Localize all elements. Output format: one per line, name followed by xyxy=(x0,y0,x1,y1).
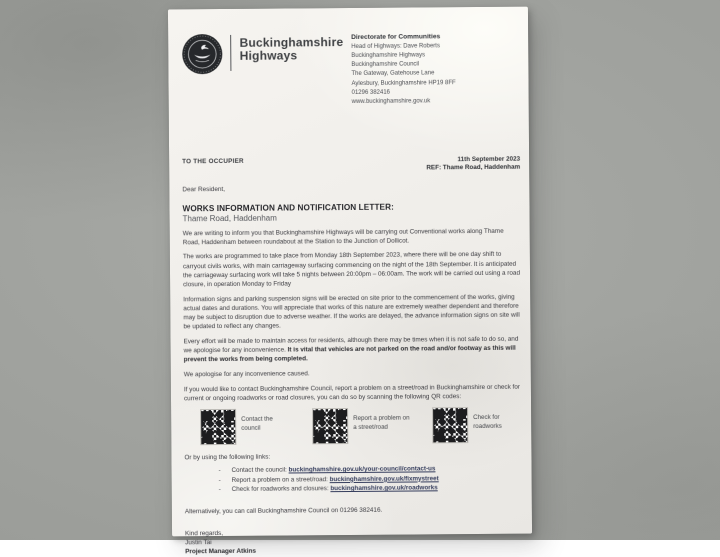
signoff-regards: Kind regards, xyxy=(185,529,224,538)
qr-group-roadworks xyxy=(433,408,521,443)
brand-line1: Buckinghamshire xyxy=(239,35,344,50)
letter-content xyxy=(181,31,523,557)
qr-label: Check for roadworks xyxy=(473,413,502,430)
qr-code-check-roadworks xyxy=(433,408,467,442)
buckinghamshire-council-seal-icon xyxy=(181,33,223,75)
paragraph-access-normal: Every effort will be made to maintain access for residents, although there may be times when it is not safe to do so, and we apologise for any inconvenience. xyxy=(183,335,519,355)
qr-group-contact xyxy=(201,410,293,445)
link-prefix: Report a problem on a street/road: xyxy=(231,475,328,484)
link-prefix: Contact the council: xyxy=(231,466,287,475)
links-intro: Or by using the following links: xyxy=(184,453,271,462)
link-url-fixmystreet: buckinghamshire.gov.uk/fixmystreet xyxy=(329,475,439,483)
address-line: Head of Highways: Dave Roberts xyxy=(351,42,440,50)
signoff-block xyxy=(185,526,523,556)
paragraph-apology: We apologise for any inconvenience caused. xyxy=(183,370,310,379)
qr-group-report xyxy=(313,409,413,444)
signoff-name: Justin Tai xyxy=(185,539,212,547)
subject-title: WORKS INFORMATION AND NOTIFICATION LETTER: xyxy=(182,202,394,213)
link-text xyxy=(232,483,438,494)
salutation: Dear Resident, xyxy=(182,185,226,193)
link-url-roadworks: buckinghamshire.gov.uk/roadworks xyxy=(330,484,438,493)
qr-code-report-problem xyxy=(313,409,347,443)
letter-page xyxy=(168,7,532,556)
sender-address-block xyxy=(351,33,520,108)
address-website: www.buckinghamshire.gov.uk xyxy=(351,98,431,106)
letter-header xyxy=(181,31,520,109)
qr-label: Report a problem on a street/road xyxy=(353,414,410,431)
address-line: Aylesbury, Buckinghamshire HP19 8FF xyxy=(351,79,456,87)
address-line: The Gateway, Gatehouse Lane xyxy=(351,70,435,78)
bullet-dash: - xyxy=(218,476,221,484)
letter-date: 11th September 2023 xyxy=(457,155,521,163)
alternative-contact-line: Alternatively, you can call Buckinghamshire Council on 01296 382416. xyxy=(184,506,383,515)
bullet-dash: - xyxy=(218,486,221,494)
qr-label: Contact the council xyxy=(241,415,273,432)
letter-reference: REF: Thame Road, Haddenham xyxy=(426,163,521,171)
subject-location: Thame Road, Haddenham xyxy=(182,213,277,224)
brand-text xyxy=(240,36,344,64)
brand-line2: Highways xyxy=(239,48,298,64)
paragraph-access xyxy=(184,335,522,365)
link-prefix: Check for roadworks and closures: xyxy=(231,485,329,494)
paragraph-schedule: The works are programmed to take place from Monday 18th September 2023, where there will be one day shift to carryout civils works, with main carriageway surfacing commencing on the night of the 18th September. It is anticipated the carriageway surfacing work will take 5 nights between 20:00pm – 06:00am. The work will be carried out using a road closure, in operation Monday to Friday xyxy=(182,251,521,289)
qr-code-contact-council xyxy=(201,410,235,444)
address-line: Buckinghamshire Highways xyxy=(351,52,426,59)
brand-block xyxy=(181,32,344,109)
paragraph-signs: Information signs and parking suspension signs will be erected on site prior to the commencement of the works, giving actual dates and durations. You will appreciate that works of this nature are extremely weather dependent and therefore may be subject to disruption due to adverse weather. If the works are delayed, the advance information signs on site will be updated to reflect any changes. xyxy=(183,293,520,331)
paragraph-qr-intro: If you would like to contact Buckinghamshire Council, report a problem on a street/road in Buckinghamshire or check for current or ongoing roadworks or road closures, you can do so by scanning the following QR codes: xyxy=(183,383,520,403)
link-url-contact: buckinghamshire.gov.uk/your-council/contact-us xyxy=(288,465,436,474)
date-ref-block xyxy=(426,155,520,171)
recipient-line: TO THE OCCUPIER xyxy=(182,157,244,165)
letter-meta-row xyxy=(182,155,520,173)
header-divider xyxy=(230,35,232,71)
paragraph-intro: We are writing to inform you that Buckinghamshire Highways will be carrying out Conventional works along Thame Road, Haddenham between roundabout at the Station to the Junction of Dollicot. xyxy=(182,227,504,247)
link-line-roadworks xyxy=(185,483,523,495)
paragraph-access-bold: It is vital that vehicles are not parked on the road and/or footway as this will prevent the works from being completed. xyxy=(183,344,516,364)
address-phone: 01296 382416 xyxy=(351,89,390,96)
bullet-dash: - xyxy=(218,467,221,475)
address-line: Buckinghamshire Council xyxy=(351,61,420,69)
qr-code-row xyxy=(184,408,522,445)
links-list xyxy=(185,464,523,495)
signoff-role: Project Manager Atkins xyxy=(185,548,257,556)
address-title: Directorate for Communities xyxy=(351,33,441,41)
subject-block xyxy=(182,201,520,223)
